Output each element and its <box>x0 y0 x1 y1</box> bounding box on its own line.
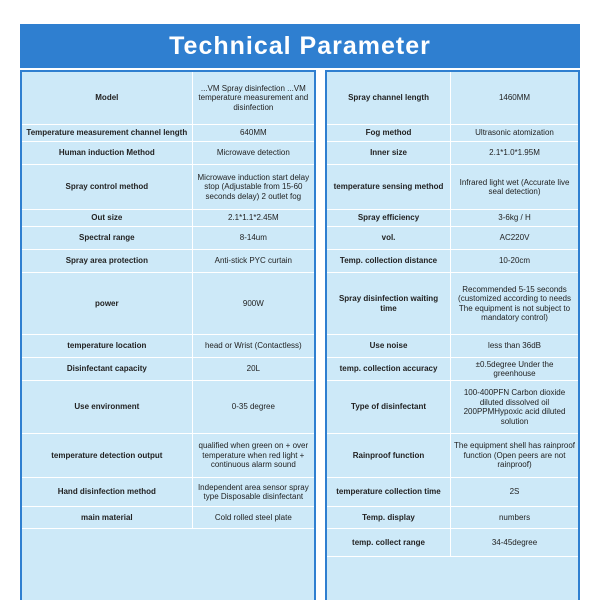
parameter-label: Spray disinfection waiting time <box>327 273 451 334</box>
parameter-label: Spray area protection <box>22 250 193 272</box>
table-row <box>327 273 578 335</box>
parameter-label: Model <box>22 72 193 124</box>
parameter-value: Microwave detection <box>216 148 290 158</box>
parameter-value: Anti-stick PYC curtain <box>214 256 292 266</box>
table-row <box>327 165 578 210</box>
parameter-value: Recommended 5-15 seconds (customized according to needs The equipment is not subject to mandatory control) <box>458 284 571 322</box>
parameter-label: temp. collection accuracy <box>327 358 451 380</box>
table-row <box>22 507 314 529</box>
parameter-label: Temp. collection distance <box>327 250 451 272</box>
table-row <box>327 210 578 227</box>
parameter-value: less than 36dB <box>488 341 541 351</box>
table-row <box>327 227 578 250</box>
parameter-label: Fog method <box>327 125 451 141</box>
table-row <box>22 210 314 227</box>
parameter-label: temp. collect range <box>327 529 451 556</box>
parameter-value: 10-20cm <box>498 256 531 266</box>
parameter-label: Spray efficiency <box>327 210 451 226</box>
table-row <box>22 250 314 273</box>
parameter-value: 2.1*1.0*1.95M <box>489 148 540 158</box>
table-row <box>22 434 314 478</box>
parameter-label: Out size <box>22 210 193 226</box>
table-row <box>22 142 314 165</box>
parameter-label: Hand disinfection method <box>22 478 193 506</box>
parameter-value: 3-6kg / H <box>498 213 531 223</box>
table-row <box>327 507 578 529</box>
parameter-label: temperature detection output <box>22 434 193 477</box>
table-row <box>327 125 578 142</box>
parameter-label: temperature location <box>22 335 193 357</box>
parameter-value: Ultrasonic atomization <box>475 128 554 138</box>
parameter-value: 640MM <box>239 128 267 138</box>
parameter-value: numbers <box>498 512 531 522</box>
parameter-value: 100-400PFN Carbon dioxide diluted dissolved oil 200PPMHypoxic acid diluted solution <box>463 388 566 426</box>
table-row <box>22 125 314 142</box>
parameter-value: ...VM Spray disinfection ...VM temperature measurement and disinfection <box>198 83 309 112</box>
table-row <box>327 142 578 165</box>
parameter-label: Rainproof function <box>327 434 451 477</box>
table-row <box>327 478 578 507</box>
table-row <box>327 72 578 125</box>
parameter-value: The equipment shell has rainproof function (Open peers are not rainproof) <box>454 441 575 470</box>
table-row <box>327 358 578 381</box>
table-row <box>22 358 314 381</box>
table-row <box>22 273 314 335</box>
parameter-label: Type of disinfectant <box>327 381 451 433</box>
parameter-label: Spray control method <box>22 165 193 209</box>
table-row <box>22 478 314 507</box>
parameter-label: temperature collection time <box>327 478 451 506</box>
parameter-value: 20L <box>246 364 260 374</box>
right-parameter-table <box>325 70 580 600</box>
table-row <box>22 72 314 125</box>
table-row <box>22 165 314 210</box>
parameter-value: 1460MM <box>498 93 531 103</box>
parameter-value: AC220V <box>499 233 530 243</box>
parameter-value: 2S <box>509 487 520 497</box>
parameter-value: Microwave induction start delay stop (Adjustable from 15-60 seconds delay) 2 outlet fog <box>197 172 310 201</box>
parameter-value: ±0.5degree Under the greenhouse <box>475 359 554 378</box>
table-row <box>327 335 578 358</box>
parameter-value: 8-14um <box>239 233 267 243</box>
parameter-label: temperature sensing method <box>327 165 451 209</box>
parameter-value: Infrared light wet (Accurate live seal detection) <box>459 177 570 196</box>
parameter-value: qualified when green on + over temperature when red light + continuous alarm sound <box>198 441 309 470</box>
parameter-label: vol. <box>327 227 451 249</box>
parameter-label: Spectral range <box>22 227 193 249</box>
parameter-label: Temperature measurement channel length <box>22 125 193 141</box>
parameter-value: Cold rolled steel plate <box>214 512 292 522</box>
parameter-label: Inner size <box>327 142 451 164</box>
parameter-value: 900W <box>242 298 264 308</box>
parameter-label: Human induction Method <box>22 142 193 164</box>
parameter-value: 2.1*1.1*2.45M <box>227 213 279 223</box>
parameter-value: Independent area sensor spray type Disposable disinfectant <box>197 482 309 501</box>
table-row <box>327 250 578 273</box>
table-row <box>327 434 578 478</box>
parameter-value: head or Wrist (Contactless) <box>204 341 302 351</box>
parameter-label: Use environment <box>22 381 193 433</box>
table-row <box>22 227 314 250</box>
parameter-label: Temp. display <box>327 507 451 528</box>
parameter-label: power <box>22 273 193 334</box>
parameter-value: 34-45degree <box>491 537 538 547</box>
parameter-label: Spray channel length <box>327 72 451 124</box>
page-title: Technical Parameter <box>20 24 580 68</box>
table-row <box>22 381 314 434</box>
table-row <box>22 335 314 358</box>
table-row <box>327 529 578 557</box>
table-row <box>327 381 578 434</box>
parameter-label: main material <box>22 507 193 528</box>
parameter-label: Use noise <box>327 335 451 357</box>
parameter-label: Disinfectant capacity <box>22 358 193 380</box>
left-parameter-table <box>20 70 316 600</box>
parameter-value: 0-35 degree <box>231 402 275 412</box>
